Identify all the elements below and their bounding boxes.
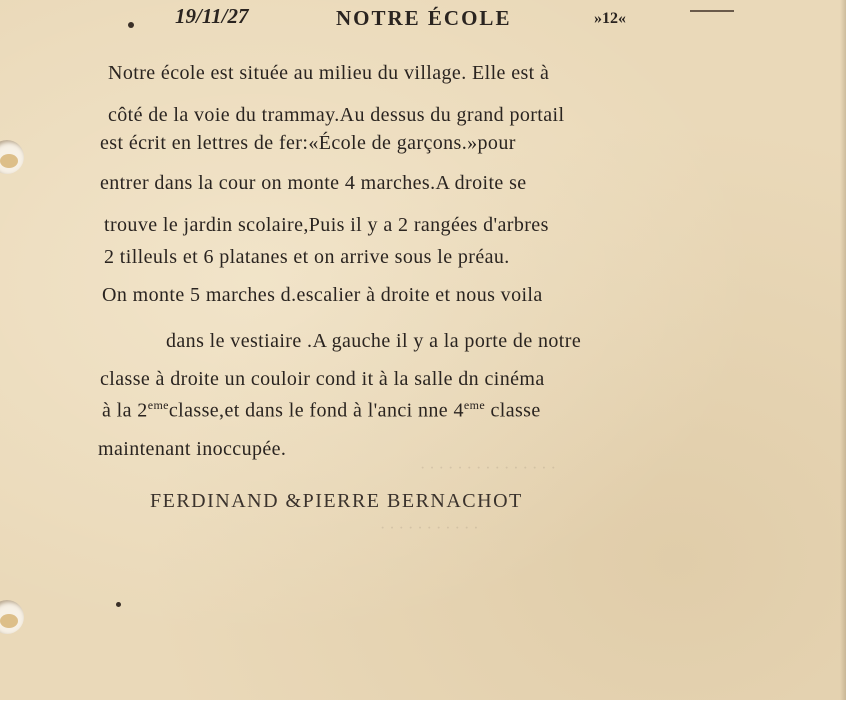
- page-edge-shadow: [840, 0, 846, 700]
- signature: FERDINAND &PIERRE BERNACHOT: [150, 490, 523, 512]
- text-line-10-start: à la 2: [102, 399, 148, 422]
- text-line-8: dans le vestiaire .A gauche il y a la porte de notre: [166, 330, 582, 352]
- header-date: 19/11/27: [175, 4, 249, 28]
- text-line-1: Notre école est située au milieu du village. Elle est à: [108, 62, 550, 84]
- text-line-7: On monte 5 marches d.escalier à droite et nous voila: [102, 284, 543, 306]
- header-title: NOTRE ÉCOLE: [336, 6, 512, 30]
- text-line-10: [102, 398, 541, 423]
- ordinal-suffix: eme: [147, 398, 169, 412]
- text-line-11: maintenant inoccupée.: [98, 438, 287, 460]
- header-dash: [690, 10, 734, 12]
- header-page-number: »12«: [594, 10, 626, 27]
- text-line-3: est écrit en lettres de fer:«École de garçons.»pour: [100, 132, 516, 154]
- punch-hole-bottom: [0, 600, 24, 634]
- text-line-10-end: classe: [490, 399, 541, 422]
- punch-hole-top: [0, 140, 24, 174]
- show-through-text: · · · · · · · · · · ·: [380, 520, 479, 537]
- text-line-9: classe à droite un couloir cond it à la salle dn cinéma: [100, 368, 545, 390]
- page-header: [0, 2, 846, 30]
- text-line-5: trouve le jardin scolaire,Puis il y a 2 rangées d'arbres: [104, 214, 549, 236]
- rust-stain: [0, 614, 18, 628]
- text-line-4: entrer dans la cour on monte 4 marches.A droite se: [100, 172, 527, 194]
- ordinal-suffix: eme: [463, 398, 486, 412]
- text-line-6: 2 tilleuls et 6 platanes et on arrive sous le préau.: [104, 246, 510, 268]
- rust-stain: [0, 154, 18, 168]
- text-line-10-middle: classe,et dans le fond à l'anci nne 4: [168, 399, 464, 422]
- show-through-text: · · · · · · · · · · · · · · ·: [420, 460, 556, 477]
- ink-dot: [116, 602, 121, 607]
- text-line-2: côté de la voie du trammay.Au dessus du grand portail: [108, 104, 565, 126]
